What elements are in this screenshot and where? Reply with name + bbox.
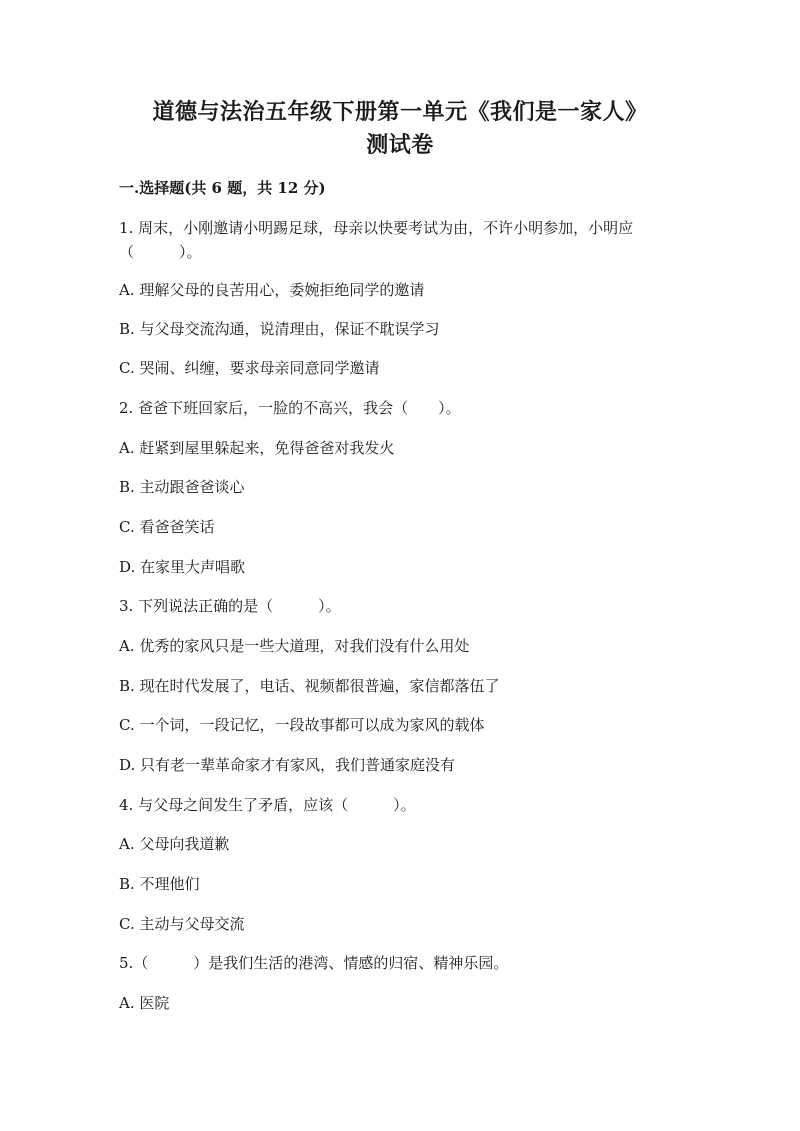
page-title-line1: 道德与法治五年级下册第一单元《我们是一家人》 bbox=[152, 99, 648, 125]
question-3-stem: 3. 下列说法正确的是（ ）。 bbox=[119, 597, 341, 615]
question-2-option-a: A. 赶紧到屋里躲起来，免得爸爸对我发火 bbox=[119, 439, 395, 457]
question-4-option-b: B. 不理他们 bbox=[119, 875, 200, 893]
question-4-option-c: C. 主动与父母交流 bbox=[119, 915, 245, 933]
question-1-option-a: A. 理解父母的良苦用心，委婉拒绝同学的邀请 bbox=[119, 281, 425, 299]
section-heading: 一.选择题(共 6 题，共 12 分) bbox=[119, 179, 326, 197]
question-3-option-d: D. 只有老一辈革命家才有家风，我们普通家庭没有 bbox=[119, 756, 456, 774]
question-3-option-b: B. 现在时代发展了，电话、视频都很普遍，家信都落伍了 bbox=[119, 677, 500, 695]
question-3-option-a: A. 优秀的家风只是一些大道理，对我们没有什么用处 bbox=[119, 637, 470, 655]
question-2-option-d: D. 在家里大声唱歌 bbox=[119, 558, 246, 576]
question-1-stem-line1: 1. 周末，小刚邀请小明踢足球，母亲以快要考试为由，不许小明参加，小明应 bbox=[119, 219, 634, 237]
question-2-option-c: C. 看爸爸笑话 bbox=[119, 518, 215, 536]
question-1-stem-line2: （ ）。 bbox=[119, 243, 202, 261]
question-2-stem: 2. 爸爸下班回家后，一脸的不高兴，我会（ ）。 bbox=[119, 399, 461, 417]
question-2-option-b: B. 主动跟爸爸谈心 bbox=[119, 478, 245, 496]
question-5-stem: 5.（ ）是我们生活的港湾、情感的归宿、精神乐园。 bbox=[119, 954, 509, 972]
question-3-option-c: C. 一个词，一段记忆，一段故事都可以成为家风的载体 bbox=[119, 716, 485, 734]
question-5-option-a: A. 医院 bbox=[119, 994, 170, 1012]
question-4-stem: 4. 与父母之间发生了矛盾，应该（ ）。 bbox=[119, 796, 416, 814]
page-title-line2: 测试卷 bbox=[366, 132, 434, 158]
question-4-option-a: A. 父母向我道歉 bbox=[119, 835, 230, 853]
question-1-option-b: B. 与父母交流沟通，说清理由，保证不耽误学习 bbox=[119, 320, 440, 338]
question-1-option-c: C. 哭闹、纠缠，要求母亲同意同学邀请 bbox=[119, 359, 380, 377]
